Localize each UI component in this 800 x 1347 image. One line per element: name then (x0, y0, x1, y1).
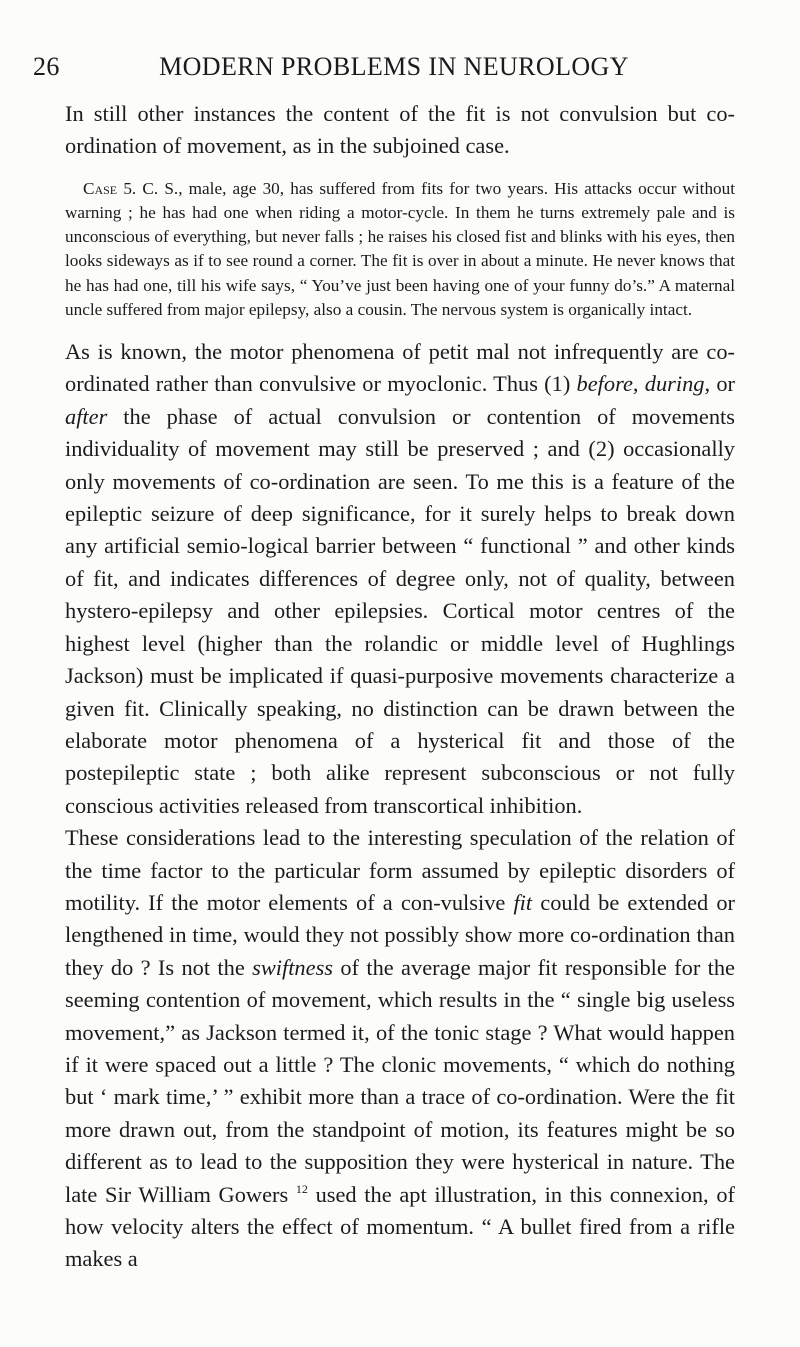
italic-after: after (65, 403, 108, 429)
italic-fit: fit (513, 889, 533, 915)
italic-before: before (576, 371, 633, 397)
intro-paragraph: In still other instances the content of the fit is not convulsion but co-ordination of movement, as in the subjoined case. (65, 101, 735, 159)
text-run: As is known, the motor phenomena of petit mal not infrequently are co-ordinated rather than convulsive or myoclonic. Thus (1) (65, 339, 735, 397)
text-run: could be extended or lengthened in time, would they not possibly show more co-ordination than they do ? Is not the (65, 889, 735, 980)
page-body (65, 98, 735, 1276)
body-paragraph-1 (65, 336, 735, 822)
body-paragraph-2 (65, 822, 735, 1276)
italic-swiftness: swiftness (252, 954, 333, 980)
italic-during: during (644, 371, 705, 397)
text-run: , or (704, 371, 735, 397)
case-label: Case 5. (83, 178, 137, 198)
text-run: of the average major fit responsible for the seeming contention of movement, which results in the “ single big useless movement,” as Jackson termed it, of the tonic stage ? What would happen if it were spaced out a little ? The clonic movements, “ which do nothing but ‘ mark time,’ ” exhibit more than a trace of co-ordination. Were the fit more drawn out, from the standpoint of motion, its features might be so different as to lead to the supposition they were hysterical in nature. The late Sir William Gowers (65, 954, 735, 1207)
page-header (33, 52, 755, 92)
text-run: These considerations lead to the interesting speculation of the relation of the time factor to the particular form assumed by epileptic disorders of motility. If the motor elements of a con-vulsive (65, 825, 735, 915)
footnote-marker: 12 (295, 1181, 308, 1196)
running-title: MODERN PROBLEMS IN NEUROLOGY (159, 52, 629, 81)
case-text: C. S., male, age 30, has suffered from fits for two years. His attacks occur without warning ; he has had one when riding a motor-cycle. In them he turns extremely pale and is unconscious of everything, but never falls ; he raises his closed fist and blinks with his eyes, then looks sideways as if to see round a corner. The fit is over in about a minute. He never knows that he has had one, till his wife says, “ You’ve just been having one of your funny do’s.” A maternal uncle suffered from major epilepsy, also a cousin. The nervous system is organically intact. (65, 178, 736, 319)
text-run: used the apt illustration, in this connexion, of how velocity alters the effect of momentum. “ A bullet fired from a rifle makes a (65, 1181, 735, 1272)
page-number: 26 (33, 52, 60, 81)
text-run: , (632, 371, 645, 397)
case-report (65, 177, 735, 322)
text-run: the phase of actual convulsion or contention of movements individuality of movement may still be preserved ; and (2) occasionally only movements of co-ordination are seen. To me this is a feature of the epileptic seizure of deep significance, for it surely helps to break down any artificial semio-logical barrier between “ functional ” and other kinds of fit, and indicates differences of degree only, not of quality, between hystero-epilepsy and other epilepsies. Cortical motor centres of the highest level (higher than the rolandic or middle level of Hughlings Jackson) must be implicated if quasi-purposive movements characterize a given fit. Clinically speaking, no distinction can be drawn between the elaborate motor phenomena of a hysterical fit and those of the postepileptic state ; both alike represent subconscious or not fully conscious activities released from transcortical inhibition. (65, 403, 735, 818)
